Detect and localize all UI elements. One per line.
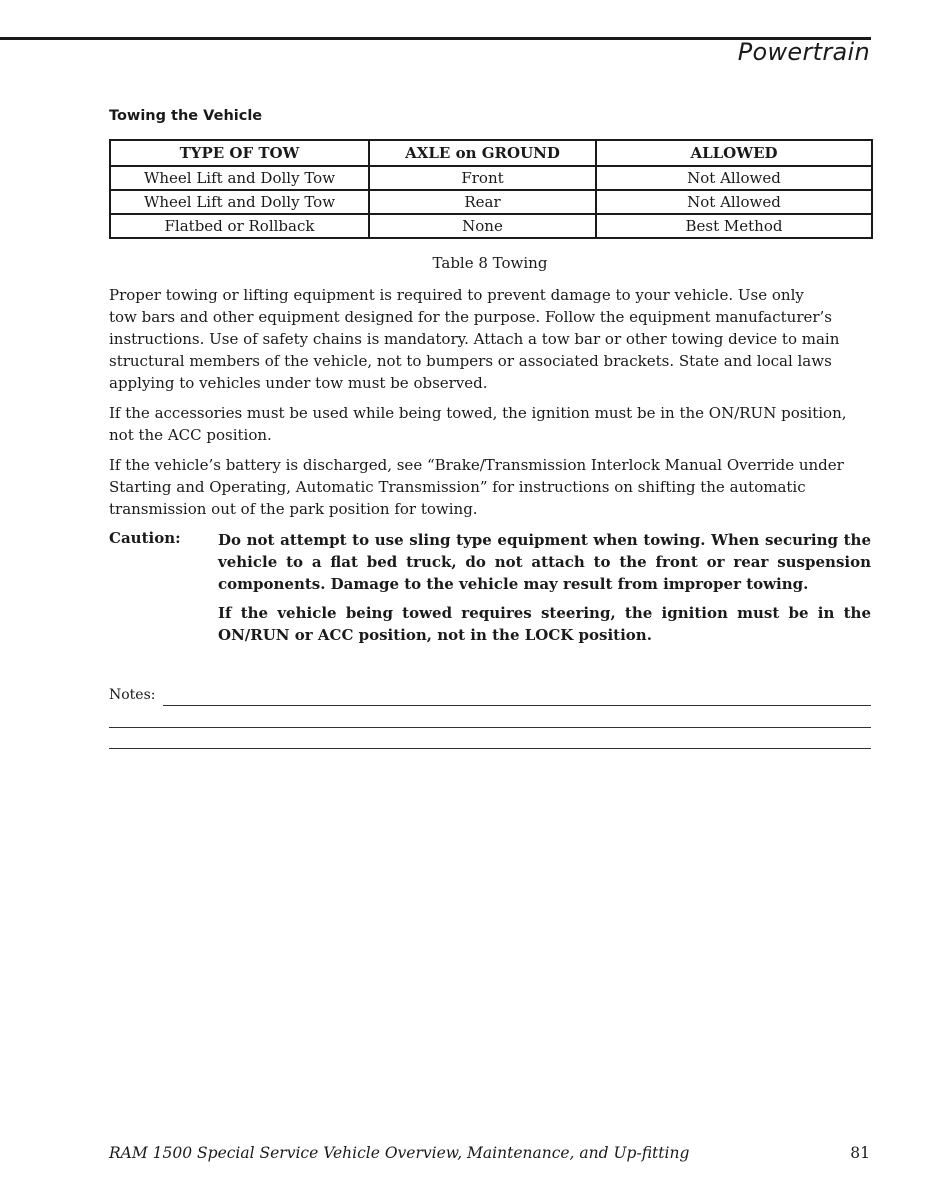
- paragraph-line: applying to vehicles under tow must be observed.: [109, 374, 488, 392]
- table-caption: Table 8 Towing: [432, 254, 548, 272]
- notes-line: [109, 727, 871, 728]
- table-cell: Best Method: [596, 214, 872, 238]
- paragraph-line: tow bars and other equipment designed for the purpose. Follow the equipment manufacturer’s: [109, 308, 833, 326]
- paragraph-line: not the ACC position.: [109, 426, 272, 444]
- table-cell: Wheel Lift and Dolly Tow: [110, 166, 369, 190]
- footer-title: RAM 1500 Special Service Vehicle Overview, Maintenance, and Up-fitting: [109, 1144, 690, 1162]
- table-cell: Not Allowed: [596, 166, 872, 190]
- paragraph-towing-equipment: [109, 284, 879, 394]
- page-heading: Towing the Vehicle: [109, 108, 263, 124]
- caution-text-sling: Do not attempt to use sling type equipment when towing. When securing the vehicle to a flat bed truck, do not attach to the front or rear suspension components. Damage to the vehicle may result from improper towing.: [218, 531, 871, 593]
- column-header-allowed: ALLOWED: [596, 140, 872, 166]
- towing-table: [109, 139, 873, 239]
- paragraph-line: transmission out of the park position for towing.: [109, 500, 478, 518]
- table-cell: Flatbed or Rollback: [110, 214, 369, 238]
- table-cell: Rear: [369, 190, 596, 214]
- paragraph-line: structural members of the vehicle, not to bumpers or associated brackets. State and local laws: [109, 352, 832, 370]
- paragraph-line: Starting and Operating, Automatic Transmission” for instructions on shifting the automatic: [109, 478, 806, 496]
- table-row: [110, 190, 872, 214]
- notes-line: [109, 748, 871, 749]
- table-row: [110, 166, 872, 190]
- table-cell: Not Allowed: [596, 190, 872, 214]
- column-header-type: TYPE OF TOW: [110, 140, 369, 166]
- paragraph-battery: [109, 454, 879, 520]
- column-header-axle: AXLE on GROUND: [369, 140, 596, 166]
- notes-label-text: Notes:: [109, 687, 156, 703]
- paragraph-accessories: [109, 402, 879, 446]
- paragraph-line: If the vehicle’s battery is discharged, see “Brake/Transmission Interlock Manual Override under: [109, 456, 844, 474]
- notes-label: [109, 687, 871, 703]
- page-number: 81: [850, 1144, 870, 1162]
- notes-line: [163, 705, 871, 706]
- paragraph-line: Proper towing or lifting equipment is required to prevent damage to your vehicle. Use only: [109, 286, 804, 304]
- caution-label: Caution:: [109, 529, 181, 547]
- caution-text-steering: If the vehicle being towed requires steering, the ignition must be in the ON/RUN or ACC position, not in the LOCK position.: [218, 604, 871, 644]
- section-title: Powertrain: [737, 38, 870, 66]
- table-cell: Front: [369, 166, 596, 190]
- paragraph-line: If the accessories must be used while being towed, the ignition must be in the ON/RUN position,: [109, 404, 847, 422]
- table-header-row: [110, 140, 872, 166]
- table-cell: None: [369, 214, 596, 238]
- paragraph-line: instructions. Use of safety chains is mandatory. Attach a tow bar or other towing device to main: [109, 330, 840, 348]
- table-cell: Wheel Lift and Dolly Tow: [110, 190, 369, 214]
- table-row: [110, 214, 872, 238]
